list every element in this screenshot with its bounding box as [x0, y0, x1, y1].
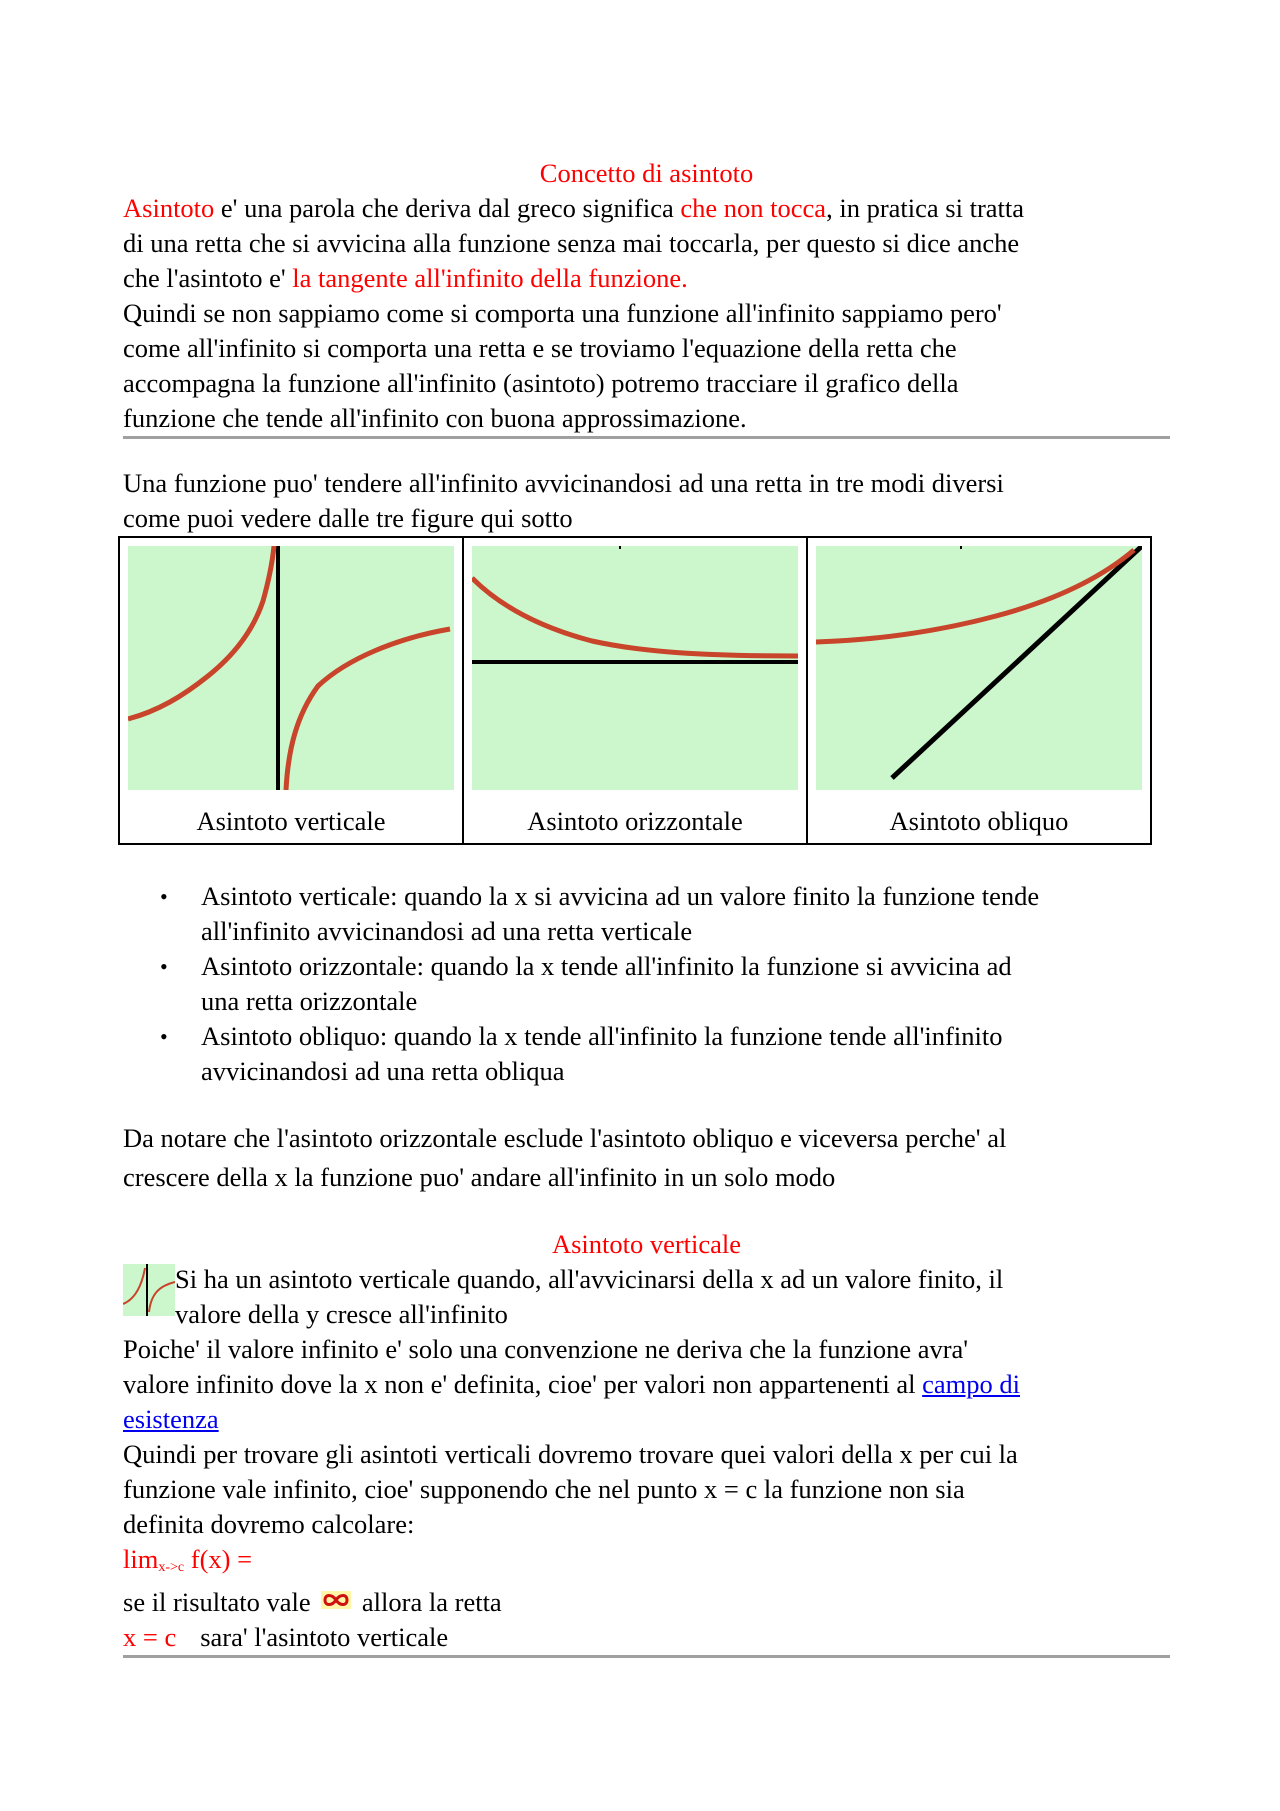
definition-line-1: Asintoto e' una parola che deriva dal greco significa che non tocca, in pratica si tratta — [123, 193, 1025, 223]
infinity-icon — [321, 1591, 351, 1609]
vertical-asymptote-mini-icon — [123, 1264, 175, 1316]
paragraph-line: definita dovremo calcolare: — [123, 1509, 415, 1539]
plot-background — [472, 546, 798, 790]
figure-caption: Asintoto obliquo — [889, 806, 1069, 836]
horizontal-divider — [123, 1655, 1170, 1658]
paragraph-line: funzione vale infinito, cioe' supponendo che nel punto x = c la funzione non sia — [123, 1474, 965, 1504]
paragraph-line: valore infinito dove la x non e' definita, cioe' per valori non appartenenti al campo di — [123, 1369, 1020, 1399]
note-line: Da notare che l'asintoto orizzontale esclude l'asintoto obliquo e viceversa perche' al — [123, 1123, 1007, 1153]
limit-formula: limx->c f(x) = — [123, 1544, 253, 1575]
plot-background — [816, 546, 1142, 790]
paragraph-line — [123, 1402, 1170, 1437]
definition-line-3: che l'asintoto e' la tangente all'infinito della funzione. — [123, 263, 688, 293]
result-line: se il risultato vale allora la retta — [123, 1587, 502, 1617]
paragraph-line: come all'infinito si comporta una retta e se troviamo l'equazione della retta che — [123, 333, 957, 363]
paragraph-line: funzione che tende all'infinito con buona approssimazione. — [123, 403, 747, 433]
asymptote-figures-table — [118, 536, 1152, 845]
figure-caption: Asintoto verticale — [196, 806, 386, 836]
oblique-asymptote-graph — [816, 546, 1142, 790]
term-che-non-tocca: che non tocca — [680, 193, 827, 223]
term-asintoto: Asintoto — [123, 193, 215, 223]
figure-cell-vertical — [119, 537, 463, 844]
paragraph-line: Quindi per trovare gli asintoti verticali dovremo trovare quei valori della x per cui la — [123, 1439, 1018, 1469]
section-title-asintoto-verticale: Asintoto verticale — [551, 1229, 742, 1259]
horizontal-asymptote-graph — [472, 546, 798, 790]
list-item: • Asintoto verticale: quando la x si avvicina ad un valore finito la funzione tende all'infinito avvicinandosi ad una retta verticale — [123, 879, 1170, 949]
equation-line: x = c sara' l'asintoto verticale — [123, 1622, 449, 1652]
campo-di-esistenza-link[interactable]: campo di — [922, 1369, 1020, 1399]
campo-di-esistenza-link-cont[interactable]: esistenza — [123, 1404, 219, 1434]
figure-cell-oblique — [807, 537, 1151, 844]
asymptote-types-list — [123, 879, 1170, 1089]
intro-line: Una funzione puo' tendere all'infinito avvicinandosi ad una retta in tre modi diversi — [123, 468, 1004, 498]
figure-caption: Asintoto orizzontale — [527, 806, 743, 836]
list-item: • Asintoto obliquo: quando la x tende all'infinito la funzione tende all'infinito avvicinandosi ad una retta obliqua — [123, 1019, 1170, 1089]
vertical-asymptote-graph — [128, 546, 454, 790]
intro-line: come puoi vedere dalle tre figure qui sotto — [123, 503, 573, 533]
paragraph-line: accompagna la funzione all'infinito (asintoto) potremo tracciare il grafico della — [123, 368, 959, 398]
section-title-concetto: Concetto di asintoto — [539, 158, 754, 188]
paragraph-line: Quindi se non sappiamo come si comporta una funzione all'infinito sappiamo pero' — [123, 298, 1002, 328]
definition-line-2: di una retta che si avvicina alla funzione senza mai toccarla, per questo si dice anche — [123, 228, 1020, 258]
term-tangente: la tangente all'infinito della funzione. — [292, 263, 688, 293]
paragraph-line: Poiche' il valore infinito e' solo una convenzione ne deriva che la funzione avra' — [123, 1334, 969, 1364]
equation: x = c — [123, 1622, 177, 1652]
icon-paragraph: Si ha un asintoto verticale quando, all'avvicinarsi della x ad un valore finito, il valore della y cresce all'infinito — [123, 1262, 1170, 1332]
document-page — [123, 0, 1170, 1658]
note-line: crescere della x la funzione puo' andare all'infinito in un solo modo — [123, 1162, 836, 1192]
list-item: • Asintoto orizzontale: quando la x tende all'infinito la funzione si avvicina ad una retta orizzontale — [123, 949, 1170, 1019]
figure-cell-horizontal — [463, 537, 807, 844]
